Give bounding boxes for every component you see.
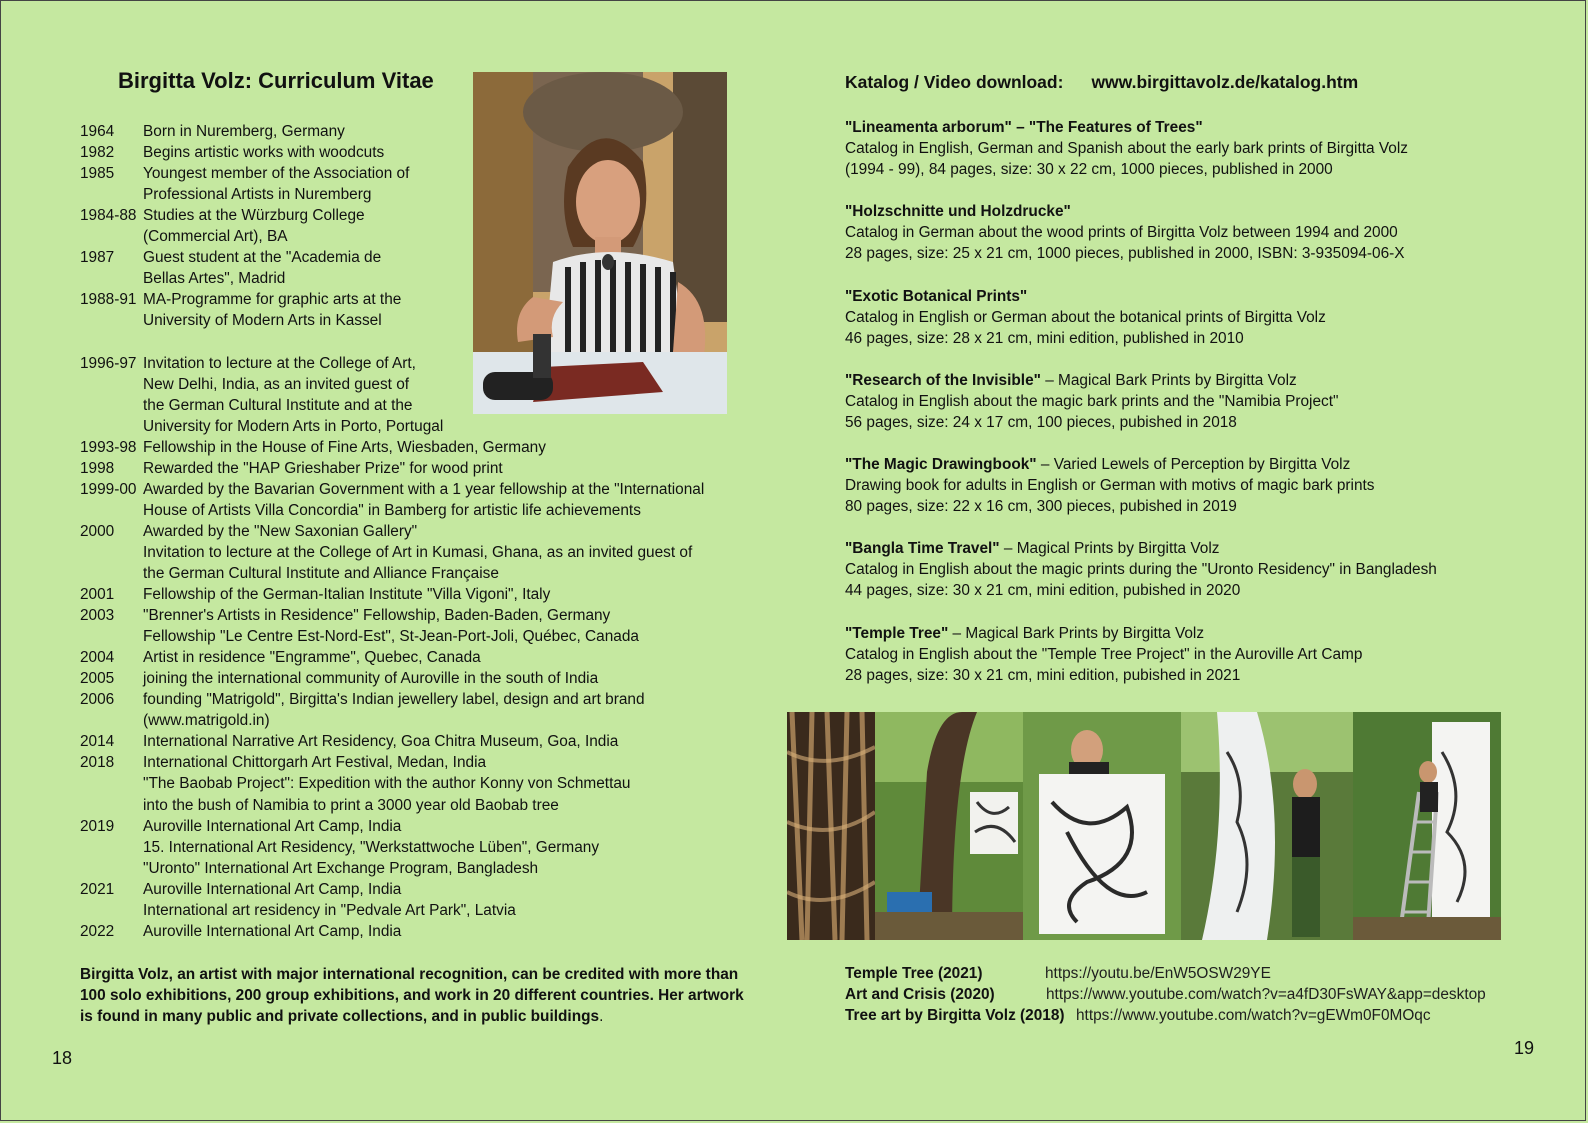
cv-entry-line [80,795,760,816]
cv-year [80,268,143,289]
cv-year: 2019 [80,817,115,835]
cv-entry-line [80,858,760,879]
cv-text: International art residency in "Pedvale Art Park", Latvia [143,901,516,919]
cv-year: 1988-91 [80,291,137,309]
artist-summary [80,964,760,1027]
catalog-heading-url[interactable]: www.birgittavolz.de/katalog.htm [1091,72,1359,92]
catalog-title: "The Magic Drawingbook" [845,456,1037,473]
cv-text: University of Modern Arts in Kassel [143,312,382,330]
cv-text: (www.matrigold.in) [143,712,270,730]
cv-text: Begins artistic works with woodcuts [143,144,385,162]
cv-entry-line [80,584,760,605]
cv-text: International Narrative Art Residency, Goa Chitra Museum, Goa, India [143,733,619,751]
cv-text: Fellowship of the German-Italian Institute "Villa Vigoni", Italy [143,586,551,604]
cv-entry-line [80,563,760,584]
video-url-link[interactable]: https://www.youtube.com/watch?v=gEWm0F0MOqc [1076,1007,1431,1025]
catalog-detail: 46 pages, size: 28 x 21 cm, mini edition, published in 2010 [845,330,1244,348]
cv-year: 2006 [80,691,115,709]
catalog-entry [845,454,1545,518]
video-links [845,963,1486,1027]
cv-text: Bellas Artes", Madrid [143,270,286,288]
summary-bold-text: Birgitta Volz, an artist with major international recognition, can be credited with more than 100 solo exhibitions, 200 group exhibitions, and work in 20 different countries. Her artwork is found in many public and private collections, and in public buildings [80,966,744,1025]
catalog-title-line [845,454,1545,475]
cv-entry-line [80,921,760,942]
video-url-link[interactable]: https://youtu.be/EnW5OSW29YE [1045,965,1271,982]
cv-year [80,626,143,647]
video-title: Temple Tree (2021) [845,965,983,982]
cv-text: Auroville International Art Camp, India [143,922,402,940]
cv-year: 2003 [80,607,115,625]
catalog-title: "Exotic Botanical Prints" [845,288,1028,305]
cv-entry-line [80,479,760,500]
cv-entry-line [80,542,760,563]
cv-entry-line [80,879,760,900]
cv-year: 2005 [80,670,115,688]
cv-year [80,374,143,395]
cv-text: University for Modern Arts in Porto, Portugal [143,417,444,435]
cv-entry-line [80,710,760,731]
cv-text: the German Cultural Institute and at the [143,396,413,414]
cv-text: MA-Programme for graphic arts at the [143,291,402,309]
cv-year: 1987 [80,249,115,267]
catalog-entry [845,117,1545,181]
cv-text: House of Artists Villa Concordia" in Bamberg for artistic life achievements [143,501,641,519]
page-number-left: 18 [52,1048,73,1068]
video-link-row [845,1005,1486,1026]
cv-entry-line [80,626,760,647]
cv-year: 1999-00 [80,480,137,498]
video-link-row [845,984,1486,1005]
catalog-title: "Research of the Invisible" [845,372,1041,389]
catalog-detail: Catalog in English about the magic bark prints and the "Namibia Project" [845,393,1339,411]
cv-year [80,184,143,205]
catalog-detail: 56 pages, size: 24 x 17 cm, 100 pieces, pubished in 2018 [845,414,1237,432]
catalog-detail: 28 pages, size: 30 x 21 cm, mini edition, pubished in 2021 [845,667,1241,685]
cv-year: 1982 [80,144,115,162]
catalog-title-line [845,286,1545,307]
catalog-subtitle: – Magical Prints by Birgitta Volz [999,540,1220,557]
cv-year [80,710,143,731]
cv-text: (Commercial Art), BA [143,228,288,246]
cv-text: Fellowship "Le Centre Est-Nord-Est", St-Jean-Port-Joli, Québec, Canada [143,628,639,646]
catalog-title: "Lineamenta arborum" – "The Features of Trees" [845,119,1203,136]
cv-entry-line [80,689,760,710]
cv-entry-line [80,521,760,542]
cv-year: 1984-88 [80,207,137,225]
catalog-detail: Catalog in English about the "Temple Tree Project" in the Auroville Art Camp [845,646,1363,664]
video-url-link[interactable]: https://www.youtube.com/watch?v=a4fD30FsWAY&app=desktop [1046,986,1486,1004]
cv-entry-line [80,731,760,752]
catalog-entry [845,286,1545,350]
catalog-detail: Catalog in English, German and Spanish about the early bark prints of Birgitta Volz [845,140,1408,158]
cv-year: 2001 [80,586,115,604]
cv-text: Awarded by the Bavarian Government with a 1 year fellowship at the "International [143,480,705,498]
cv-text: Professional Artists in Nuremberg [143,186,372,204]
video-title: Art and Crisis (2020) [845,986,995,1004]
cv-text: Studies at the Würzburg College [143,207,365,225]
catalog-detail: Catalog in German about the wood prints of Birgitta Volz between 1994 and 2000 [845,224,1398,242]
cv-text: the German Cultural Institute and Alliance Française [143,564,499,582]
catalog-title-line [845,538,1545,559]
cv-year [80,563,143,584]
cv-year: 1998 [80,459,115,477]
cv-text: Fellowship in the House of Fine Arts, Wiesbaden, Germany [143,438,546,456]
catalog-detail: 44 pages, size: 30 x 21 cm, mini edition, pubished in 2020 [845,582,1241,600]
cv-text: Auroville International Art Camp, India [143,817,402,835]
artist-portrait-photo [473,72,727,414]
cv-entry-line [80,647,760,668]
cv-entry-line [80,605,760,626]
tree-print-photo-strip [787,712,1501,940]
cv-year: 2004 [80,649,115,667]
catalog-subtitle: – Varied Lewels of Perception by Birgitta Volz [1036,456,1351,473]
cv-year: 1993-98 [80,438,137,456]
catalog-subtitle: – Magical Bark Prints by Birgitta Volz [1040,372,1297,389]
catalog-detail: 80 pages, size: 22 x 16 cm, 300 pieces, pubished in 2019 [845,498,1237,516]
cv-year: 2021 [80,880,115,898]
cv-entry-line [80,837,760,858]
catalog-title: "Holzschnitte und Holzdrucke" [845,203,1071,220]
cv-text: "Uronto" International Art Exchange Program, Bangladesh [143,859,539,877]
cv-entry-line [80,437,760,458]
catalog-detail: (1994 - 99), 84 pages, size: 30 x 22 cm, 1000 pieces, published in 2000 [845,161,1333,179]
catalog-title: "Bangla Time Travel" [845,540,1000,557]
cv-text: Rewarded the "HAP Grieshaber Prize" for wood print [143,459,503,477]
cv-year [80,795,143,816]
cv-text: New Delhi, India, as an invited guest of [143,375,410,393]
cv-year: 1996-97 [80,354,137,372]
cv-text: Born in Nuremberg, Germany [143,123,345,140]
catalog-heading-label: Katalog / Video download: [845,72,1064,92]
catalog-entry [845,623,1545,687]
cv-year [80,310,143,331]
cv-text: founding "Matrigold", Birgitta's Indian jewellery label, design and art brand [143,691,645,709]
cv-text: into the bush of Namibia to print a 3000 year old Baobab tree [143,796,559,814]
cv-year [80,226,143,247]
cv-year: 1985 [80,165,115,183]
catalog-title-line [845,623,1545,644]
catalog-entry [845,201,1545,265]
cv-year [80,395,143,416]
cv-text: Invitation to lecture at the College of Art in Kumasi, Ghana, as an invited guest of [143,543,693,561]
cv-year [80,837,143,858]
cv-text: joining the international community of Auroville in the south of India [143,670,599,688]
cv-entry-line [80,816,760,837]
page-number-right: 19 [1514,1038,1535,1058]
cv-entry-line [80,773,760,794]
cv-year [80,416,143,437]
cv-text: Guest student at the "Academia de [143,249,382,267]
video-link-row [845,963,1486,984]
cv-text: "Brenner's Artists in Residence" Fellowship, Baden-Baden, Germany [143,607,611,625]
cv-text: Youngest member of the Association of [143,165,410,183]
catalog-detail: Catalog in English about the magic prints during the "Uronto Residency" in Bangladesh [845,561,1437,579]
cv-entry-line [80,900,760,921]
summary-end-text: . [599,1008,604,1025]
cv-title: Birgitta Volz: Curriculum Vitae [118,68,434,93]
cv-year: 2022 [80,922,115,940]
cv-year: 2000 [80,522,115,540]
cv-year: 1964 [80,123,115,140]
cv-entry-line [80,500,760,521]
catalog-subtitle: – Magical Bark Prints by Birgitta Volz [948,625,1205,642]
catalog-detail: 28 pages, size: 25 x 21 cm, 1000 pieces, published in 2000, ISBN: 3-935094-06-X [845,245,1405,263]
cv-year: 2018 [80,754,115,772]
cv-entry-line [80,416,760,437]
cv-year [80,500,143,521]
cv-year [80,858,143,879]
catalog-entry [845,538,1545,602]
catalog-title-line [845,201,1545,222]
cv-text: Awarded by the "New Saxonian Gallery" [143,522,418,540]
cv-year [80,773,143,794]
cv-text: Artist in residence "Engramme", Quebec, Canada [143,649,481,667]
cv-year: 2014 [80,733,115,751]
catalog-title: "Temple Tree" [845,625,949,642]
cv-year [80,331,143,352]
cv-text: Auroville International Art Camp, India [143,880,402,898]
cv-text: International Chittorgarh Art Festival, Medan, India [143,754,487,772]
cv-year [80,542,143,563]
catalog-detail: Catalog in English or German about the botanical prints of Birgitta Volz [845,309,1326,327]
catalog-entry [845,370,1545,434]
cv-text: 15. International Art Residency, "Werkstattwoche Lüben", Germany [143,838,600,856]
catalog-detail: Drawing book for adults in English or German with motivs of magic bark prints [845,477,1375,495]
cv-year [80,900,143,921]
catalog-title-line [845,370,1545,391]
cv-entry-line [80,668,760,689]
cv-entry-line [80,458,760,479]
cv-text: Invitation to lecture at the College of Art, [143,354,416,372]
cv-entry-line [80,752,760,773]
cv-text: "The Baobab Project": Expedition with the author Konny von Schmettau [143,775,631,793]
catalog-title-line [845,117,1545,138]
video-title: Tree art by Birgitta Volz (2018) [845,1007,1065,1025]
catalog-heading [845,72,1358,93]
